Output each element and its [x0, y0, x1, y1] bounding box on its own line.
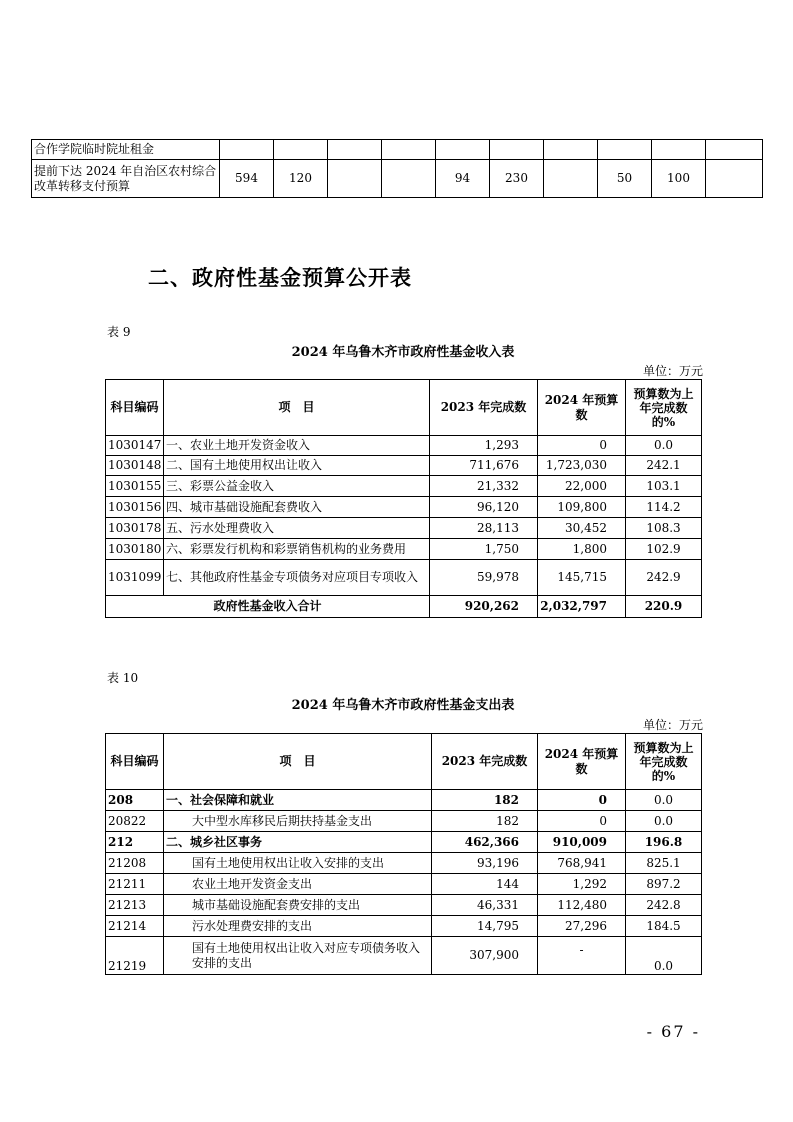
table-row [32, 140, 763, 160]
cell: 94 [436, 160, 490, 198]
income-table [105, 379, 702, 618]
cell: 100 [652, 160, 706, 198]
percent-cell: 0.0 [626, 436, 702, 456]
code-cell: 21219 [106, 937, 164, 975]
value-2024-cell: 145,715 [538, 560, 626, 596]
header-2023: 2023 年完成数 [432, 734, 538, 790]
value-2024-cell: 0 [538, 436, 626, 456]
total-2023-cell: 920,262 [430, 596, 538, 618]
table-row [106, 518, 702, 539]
item-cell: 一、社会保障和就业 [164, 790, 432, 811]
item-cell: 三、彩票公益金收入 [164, 476, 430, 497]
item-cell: 六、彩票发行机构和彩票销售机构的业务费用 [164, 539, 430, 560]
header-2024: 2024 年预算数 [538, 380, 626, 436]
code-cell: 21208 [106, 853, 164, 874]
header-2024: 2024 年预算数 [538, 734, 626, 790]
item-cell: 一、农业土地开发资金收入 [164, 436, 430, 456]
table-row [106, 476, 702, 497]
table-row [106, 832, 702, 853]
item-cell: 农业土地开发资金支出 [164, 874, 432, 895]
total-2024-cell: 2,032,797 [538, 596, 626, 618]
percent-cell: 114.2 [626, 497, 702, 518]
cell [436, 140, 490, 160]
value-2023-cell: 1,750 [430, 539, 538, 560]
total-percent-cell: 220.9 [626, 596, 702, 618]
row-name: 合作学院临时院址租金 [32, 140, 220, 160]
value-2024-cell: 109,800 [538, 497, 626, 518]
table-row [32, 160, 763, 198]
cell: 594 [220, 160, 274, 198]
code-cell: 20822 [106, 811, 164, 832]
code-cell: 1031099 [106, 560, 164, 596]
table-row [106, 937, 702, 975]
value-2024-cell: 27,296 [538, 916, 626, 937]
section-heading: 二、政府性基金预算公开表 [148, 265, 412, 290]
header-2023: 2023 年完成数 [430, 380, 538, 436]
table-row [106, 895, 702, 916]
table-row [106, 874, 702, 895]
value-2024-cell: 1,723,030 [538, 456, 626, 476]
value-2024-cell: 768,941 [538, 853, 626, 874]
code-cell: 1030155 [106, 476, 164, 497]
table-row [106, 539, 702, 560]
item-cell: 大中型水库移民后期扶持基金支出 [164, 811, 432, 832]
item-cell: 二、城乡社区事务 [164, 832, 432, 853]
row-name: 提前下达 2024 年自治区农村综合改革转移支付预算 [32, 160, 220, 198]
cell [382, 140, 436, 160]
header-percent: 预算数为上年完成数的% [626, 380, 702, 436]
header-item: 项 目 [164, 380, 430, 436]
cell [544, 140, 598, 160]
code-cell: 21213 [106, 895, 164, 916]
table-10-title: 2024 年乌鲁木齐市政府性基金支出表 [291, 698, 515, 713]
item-cell: 国有土地使用权出让收入对应专项债务收入安排的支出 [164, 937, 432, 975]
value-2024-cell: 30,452 [538, 518, 626, 539]
table-9-unit: 单位：万元 [642, 364, 703, 378]
value-2024-cell: 0 [538, 811, 626, 832]
page-number: - 67 - [646, 1022, 700, 1041]
table-header-row [106, 734, 702, 790]
cell [706, 160, 763, 198]
cell: 50 [598, 160, 652, 198]
cell [220, 140, 274, 160]
percent-cell: 103.1 [626, 476, 702, 497]
table-10-unit: 单位：万元 [642, 718, 703, 732]
cell [382, 160, 436, 198]
value-2024-cell: 112,480 [538, 895, 626, 916]
percent-cell: 108.3 [626, 518, 702, 539]
table-9-label: 表 9 [107, 325, 131, 339]
code-cell: 1030178 [106, 518, 164, 539]
percent-cell: 242.8 [626, 895, 702, 916]
value-2023-cell: 59,978 [430, 560, 538, 596]
table-row [106, 811, 702, 832]
table-10-label: 表 10 [107, 671, 139, 685]
percent-cell: 184.5 [626, 916, 702, 937]
table-row [106, 497, 702, 518]
code-cell: 21211 [106, 874, 164, 895]
value-2023-cell: 711,676 [430, 456, 538, 476]
value-2023-cell: 21,332 [430, 476, 538, 497]
total-label: 政府性基金收入合计 [106, 596, 430, 618]
value-2023-cell: 93,196 [432, 853, 538, 874]
item-cell: 城市基础设施配套费安排的支出 [164, 895, 432, 916]
cell [706, 140, 763, 160]
cell [652, 140, 706, 160]
table-row [106, 456, 702, 476]
item-cell: 五、污水处理费收入 [164, 518, 430, 539]
table-row [106, 916, 702, 937]
value-2023-cell: 1,293 [430, 436, 538, 456]
item-cell: 污水处理费安排的支出 [164, 916, 432, 937]
percent-cell: 242.9 [626, 560, 702, 596]
value-2023-cell: 46,331 [432, 895, 538, 916]
cell: 230 [490, 160, 544, 198]
continuation-table [31, 139, 763, 198]
cell [328, 160, 382, 198]
value-2023-cell: 14,795 [432, 916, 538, 937]
value-2024-cell: 1,800 [538, 539, 626, 560]
percent-cell: 897.2 [626, 874, 702, 895]
table-9-title: 2024 年乌鲁木齐市政府性基金收入表 [291, 345, 515, 360]
cell: 120 [274, 160, 328, 198]
header-item: 项 目 [164, 734, 432, 790]
value-2023-cell: 144 [432, 874, 538, 895]
cell [598, 140, 652, 160]
code-cell: 1030147 [106, 436, 164, 456]
percent-cell: 0.0 [626, 790, 702, 811]
header-percent: 预算数为上年完成数的% [626, 734, 702, 790]
code-cell: 212 [106, 832, 164, 853]
percent-cell: 0.0 [626, 937, 702, 975]
item-cell: 二、国有土地使用权出让收入 [164, 456, 430, 476]
table-row [106, 436, 702, 456]
value-2024-cell: 22,000 [538, 476, 626, 497]
item-cell: 国有土地使用权出让收入安排的支出 [164, 853, 432, 874]
value-2023-cell: 462,366 [432, 832, 538, 853]
value-2024-cell: 1,292 [538, 874, 626, 895]
table-row [106, 790, 702, 811]
cell [544, 160, 598, 198]
percent-cell: 825.1 [626, 853, 702, 874]
header-code: 科目编码 [106, 734, 164, 790]
code-cell: 1030156 [106, 497, 164, 518]
value-2024-cell: 910,009 [538, 832, 626, 853]
table-header-row [106, 380, 702, 436]
percent-cell: 242.1 [626, 456, 702, 476]
percent-cell: 0.0 [626, 811, 702, 832]
value-2024-cell: - [538, 937, 626, 975]
value-2024-cell: 0 [538, 790, 626, 811]
cell [490, 140, 544, 160]
cell [274, 140, 328, 160]
percent-cell: 196.8 [626, 832, 702, 853]
code-cell: 208 [106, 790, 164, 811]
item-cell: 四、城市基础设施配套费收入 [164, 497, 430, 518]
table-row [106, 853, 702, 874]
percent-cell: 102.9 [626, 539, 702, 560]
code-cell: 1030148 [106, 456, 164, 476]
code-cell: 1030180 [106, 539, 164, 560]
value-2023-cell: 182 [432, 790, 538, 811]
expenditure-table [105, 733, 702, 975]
value-2023-cell: 307,900 [432, 937, 538, 975]
value-2023-cell: 28,113 [430, 518, 538, 539]
header-code: 科目编码 [106, 380, 164, 436]
value-2023-cell: 182 [432, 811, 538, 832]
code-cell: 21214 [106, 916, 164, 937]
total-row [106, 596, 702, 618]
cell [328, 140, 382, 160]
table-row [106, 560, 702, 596]
value-2023-cell: 96,120 [430, 497, 538, 518]
item-cell: 七、其他政府性基金专项债务对应项目专项收入 [164, 560, 430, 596]
